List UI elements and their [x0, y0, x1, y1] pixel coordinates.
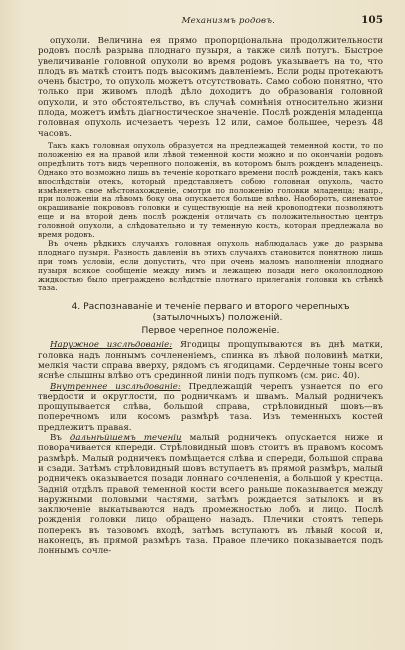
paragraph-external-exam — [38, 340, 383, 381]
paragraph-rare-cases: Въ очень рѣдкихъ случаяхъ головная опухоль наблюдалась уже до разрыва плоднаго пузыря. Разность давленія въ этихъ случаяхъ становится понятною лишь при томъ условіи, если допустить, что при очень маломъ наполненіи плоднаго пузыря всякое сообщеніе между нимъ и лежащею позади него околоплодною жидкостью было преграждено вслѣдствіе плотнаго прилеганія головки къ стѣнкѣ таза. — [38, 238, 383, 293]
paragraph-internal-exam — [38, 382, 383, 433]
main-text-block — [38, 36, 383, 139]
internal-exam-lead: Внутреннее изслѣдованіе: — [50, 381, 181, 392]
paragraph-further-course — [38, 433, 383, 557]
small-print-block — [38, 142, 383, 293]
external-exam-lead: Наружное изслѣдованіе: — [50, 340, 173, 351]
paragraph-swelling-position: Такъ какъ головная опухоль образуется на предлежащей теменной кости, то по положенію ея на правой или лѣвой теменной кости можно и по окончаніи родовъ опредѣлить тотъ видъ черепного положенія, въ которомъ былъ рожденъ младенецъ. Однако это возможно лишь въ теченіе короткаго времени послѣ рожденія, такъ какъ впослѣдствіи отекъ, который представляетъ собою головная опухоль, часто измѣняетъ свое мѣстонахожденіе, смотря по положенію головки младенца; напр., при положеніи на лѣвомъ боку она опускается больше влѣво. Наоборотъ, синеватое окрашиваніе покрововъ головки и существующіе на ней кровоподтеки позволяютъ еще и на второй день послѣ рожденія отличать съ положительностью центръ головной опухоли, а слѣдовательно и ту теменную кость, которая предлежала во время родовъ. — [38, 140, 383, 240]
running-title: Механизмъ родовъ. — [181, 16, 276, 26]
internal-exam-text: Предлежащій черепъ узнается по его твердости и округлости, по родничкамъ и швамъ. Малый родничекъ прощупывается слѣва, большой справа, стрѣловидный шовъ—въ поперечномъ или косомъ размѣрѣ таза. Изъ теменныхъ костей предлежитъ правая. — [38, 381, 383, 433]
subheading: Первое черепное положеніе. — [141, 326, 280, 337]
page-number: 105 — [361, 14, 383, 26]
further-course-lead: дальнѣйшемъ теченіи — [69, 433, 182, 444]
section-heading: 4. Распознаваніе и теченіе перваго и второго черепныхъ (затылочныхъ) положеній. — [71, 301, 350, 324]
external-exam-text: Ягодицы прощупываются въ днѣ матки, головка надъ лоннымъ сочлененіемъ, спинка въ лѣвой половинѣ матки, мелкія части справа вверху, рядомъ съ ягодицами. Сердечные тоны всего яснѣе слышны влѣво отъ срединной линіи подъ пупкомъ (см. рис. 40). — [38, 340, 383, 382]
further-course-prefix: Въ — [50, 433, 70, 444]
page-header — [38, 14, 383, 28]
further-course-text: малый родничекъ опускается ниже и поворачивается кпереди. Стрѣловидный шовъ стоитъ въ правомъ косомъ размѣрѣ. Малый родничекъ помѣщается слѣва и спереди, большой справа и сзади. Затѣмъ стрѣловидный шовъ вступаетъ въ прямой размѣръ, малый родничекъ оказывается позади лоннаго сочлененія, а большой у крестца. Задній отдѣлъ правой теменной кости всего раньше показывается между наружными половыми частями, затѣмъ рождается затылокъ и въ заключеніе выкатываются надъ промежностью лобъ и лицо. Послѣ рожденія головки лицо обращено назадъ. Плечики стоятъ теперь поперекъ въ тазовомъ входѣ, затѣмъ вступаютъ въ лѣвый косой и, наконецъ, въ прямой размѣръ таза. Правое плечико показывается подъ лоннымъ сочле- — [38, 433, 383, 557]
paragraph-head-swelling: опухоли. Величина ея прямо пропорціональна продолжительности родовъ послѣ разрыва плоднаго пузыря, а также силѣ потугъ. Быстрое увеличиваніе головной опухоли во время родовъ указываетъ на то, что плодъ въ маткѣ стоитъ подъ высокимъ давленіемъ. Если роды протекаютъ очень быстро, то опухоль можетъ отсутствовать. Само собою понятно, что только при живомъ плодѣ дѣло доходитъ до образованія головной опухоли, и это обстоятельство, въ случаѣ сомнѣнія относительно жизни плода, можетъ имѣть діагностическое значеніе. Послѣ рожденія младенца головная опухоль исчезаетъ черезъ 12 или, самое большее, черезъ 48 часовъ. — [38, 36, 383, 139]
diagnosis-text-block — [38, 340, 383, 556]
